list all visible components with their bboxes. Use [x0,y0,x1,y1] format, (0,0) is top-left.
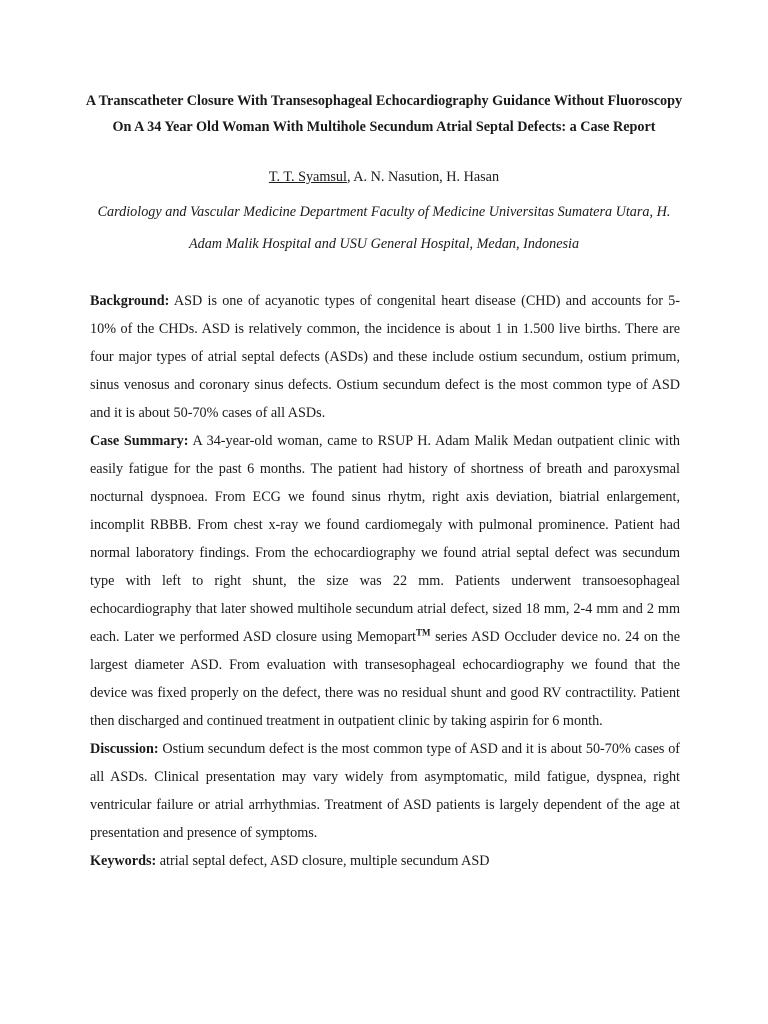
case-summary-text-part-2: series ASD Occluder device no. 24 on the largest diameter ASD. From evaluation with transesophageal echocardiography we found that the device was fixed properly on the defect, there was no residual shunt and good RV contractility. Patient then discharged and continued treatment in outpatient clinic by taking aspirin for 6 month. [90,629,680,729]
discussion-paragraph [90,735,680,847]
affiliation-line-2: Adam Malik Hospital and USU General Hospital, Medan, Indonesia [188,236,580,252]
affiliation-line-1: Cardiology and Vascular Medicine Department Faculty of Medicine Universitas Sumatera Utara, H. [97,204,671,220]
background-label: Background: [90,293,170,309]
keywords-label: Keywords: [90,853,157,869]
case-summary-label: Case Summary: [90,433,189,449]
keywords-paragraph [90,847,680,875]
title-line-1: A Transcatheter Closure With Transesophageal Echocardiography Guidance Without Fluoroscopy [85,93,683,109]
discussion-text: Ostium secundum defect is the most common type of ASD and it is about 50-70% cases of all ASDs. Clinical presentation may vary widely from asymptomatic, mild fatigue, dyspnea, right ventricular failure or atrial arrhythmias. Treatment of ASD patients is largely dependent of the age at presentation and presence of symptoms. [90,741,681,841]
trademark-mark: TM [416,627,431,638]
title-line-2: On A 34 Year Old Woman With Multihole Secundum Atrial Septal Defects: a Case Report [112,119,656,135]
background-text: ASD is one of acyanotic types of congenital heart disease (CHD) and accounts for 5-10% of the CHDs. ASD is relatively common, the incidence is about 1 in 1.500 live births. There are four major types of atrial septal defects (ASDs) and these include ostium secundum, ostium primum, sinus venosus and coronary sinus defects. Ostium secundum defect is the most common type of ASD and it is about 50-70% cases of all ASDs. [90,293,680,421]
co-authors: , A. N. Nasution, H. Hasan [346,169,500,185]
presenting-author: T. T. Syamsul [268,169,347,185]
abstract-body [90,287,680,875]
discussion-label: Discussion: [90,741,159,757]
paper-title [80,88,688,140]
background-paragraph [90,287,680,427]
author-list [80,164,688,190]
case-summary-paragraph [90,427,680,735]
case-summary-text-part-1: A 34-year-old woman, came to RSUP H. Adam Malik Medan outpatient clinic with easily fatigue for the past 6 months. The patient had history of shortness of breath and paroxysmal nocturnal dyspnoea. From ECG we found sinus rhytm, right axis deviation, biatrial enlargement, incomplit RBBB. From chest x-ray we found cardiomegaly with pulmonal prominence. Patient had normal laboratory findings. From the echocardiography we found atrial septal defect was secundum type with left to right shunt, the size was 22 mm. Patients underwent transoesophageal echocardiography that later showed multihole secundum atrial defect, sized 18 mm, 2-4 mm and 2 mm each. Later we performed ASD closure using Memopart [90,433,680,645]
affiliation [80,196,688,260]
keywords-text: atrial septal defect, ASD closure, multiple secundum ASD [159,853,490,869]
